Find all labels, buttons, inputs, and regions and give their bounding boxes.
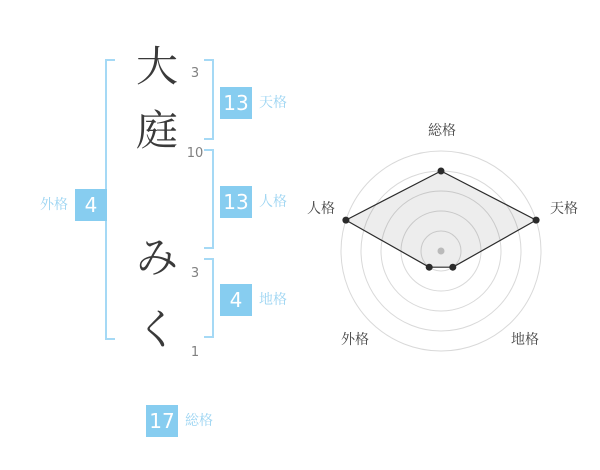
radar-point [533,217,540,224]
soukaku-value-badge: 17 [146,405,178,437]
radar-point [438,168,445,175]
radar-point [449,264,456,271]
jinkaku-bracket [204,149,214,249]
tenkaku-bracket [204,59,214,140]
jinkaku-label: 人格 [259,194,287,210]
stroke-count-4: 1 [190,345,200,360]
chikaku-bracket [204,258,214,338]
name-char-1: 大 [135,42,178,91]
gaikaku-value-badge: 4 [75,189,107,221]
stroke-count-1: 3 [190,66,200,81]
radar-axis-label: 天格 [550,201,578,217]
tenkaku-label: 天格 [259,95,287,111]
name-char-4: く [135,305,178,354]
soukaku-badge-row [146,405,213,437]
gaikaku-badge-row [40,189,107,221]
radar-axis-label: 人格 [307,201,335,217]
radar-polygon [346,171,536,267]
radar-axis-label: 外格 [341,332,369,348]
name-char-3: み [135,233,178,282]
radar-chart [300,105,590,385]
stroke-count-3: 3 [190,266,200,281]
jinkaku-value-badge: 13 [220,186,252,218]
chikaku-value-badge: 4 [220,284,252,316]
chikaku-badge-row [220,284,287,316]
name-char-2: 庭 [135,106,178,155]
radar-axis-label: 総格 [428,123,456,139]
radar-axis-label: 地格 [511,332,539,348]
gaikaku-label: 外格 [40,197,68,213]
stroke-count-2: 10 [186,146,204,161]
tenkaku-badge-row [220,87,287,119]
jinkaku-badge-row [220,186,287,218]
radar-point [342,217,349,224]
soukaku-label: 総格 [185,413,213,429]
chikaku-label: 地格 [259,292,287,308]
tenkaku-value-badge: 13 [220,87,252,119]
radar-point [426,264,433,271]
